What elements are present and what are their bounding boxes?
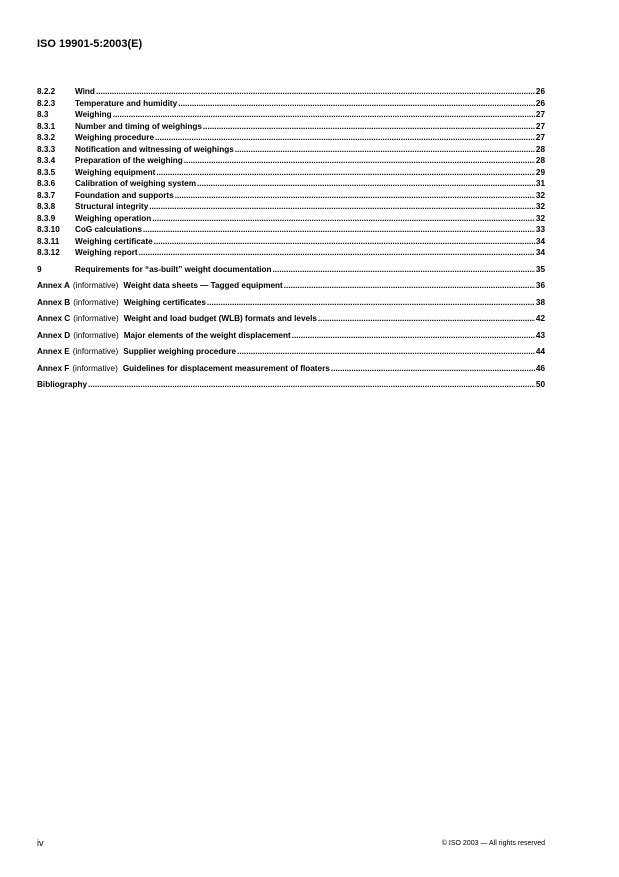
toc-title: Weighing operation	[75, 213, 152, 223]
toc-title: Weighing	[75, 110, 112, 119]
toc-number: 8.3.6	[37, 179, 56, 188]
toc-page: 32	[535, 190, 545, 200]
toc-title: Bibliography	[37, 380, 88, 389]
toc-number: 8.2.2	[37, 87, 56, 96]
toc-number: 8.3.2	[37, 133, 56, 142]
toc-page: 33	[535, 225, 545, 234]
toc-number: 8.3.1	[37, 121, 56, 131]
toc-title: Major elements of the weight displacement	[123, 330, 291, 340]
toc-page: 36	[535, 281, 545, 290]
dot-leader	[156, 167, 535, 179]
dot-leader	[175, 190, 535, 202]
toc-title: Structural integrity	[75, 202, 149, 211]
annex-label: Annex D	[37, 330, 71, 340]
toc-page: 28	[535, 144, 545, 154]
toc-page: 44	[535, 347, 545, 356]
toc-title: Weight data sheets — Tagged equipment	[123, 281, 283, 290]
toc-entry-8-2-3[interactable]	[37, 98, 545, 110]
toc-entry-annex-e[interactable]	[37, 346, 545, 358]
toc-page: 27	[535, 121, 545, 131]
annex-label: Annex F	[37, 363, 70, 373]
toc-number: 8.3.8	[37, 202, 56, 211]
toc-title: Temperature and humidity	[75, 98, 178, 108]
dot-leader	[318, 313, 535, 325]
toc-title: Weighing report	[75, 248, 138, 257]
dot-leader	[149, 201, 535, 213]
toc-page: 29	[535, 167, 545, 177]
toc-entry-annex-a[interactable]	[37, 280, 545, 292]
annex-label: Annex E	[37, 347, 70, 356]
toc-number: 9	[37, 264, 42, 274]
toc-title: Foundation and supports	[75, 190, 174, 200]
toc-title: Notification and witnessing of weighings	[75, 144, 234, 154]
dot-leader	[203, 121, 535, 133]
toc-title: Wind	[75, 87, 95, 96]
toc-page: 32	[535, 202, 545, 211]
toc-number: 8.3.3	[37, 144, 56, 154]
annex-type: (informative)	[73, 330, 119, 340]
toc-entry-annex-b[interactable]	[37, 297, 545, 309]
dot-leader	[113, 109, 535, 121]
toc-number: 8.3.10	[37, 225, 60, 234]
toc-number: 8.3.9	[37, 213, 56, 223]
toc-entry-8-3[interactable]	[37, 109, 545, 121]
toc-title: Weighing certificate	[75, 236, 153, 246]
toc-page: 28	[535, 156, 545, 165]
dot-leader	[197, 178, 535, 190]
dot-leader	[284, 280, 535, 292]
toc-number: 8.3	[37, 110, 49, 119]
toc-entry-8-2-2[interactable]	[37, 86, 545, 98]
toc-title: Weight and load budget (WLB) formats and levels	[123, 314, 317, 323]
annex-label: Annex B	[37, 297, 71, 307]
toc-entry-8-3-9[interactable]	[37, 213, 545, 225]
toc-page: 34	[535, 248, 545, 257]
toc-page: 35	[535, 264, 545, 274]
toc-page: 43	[535, 330, 545, 340]
dot-leader	[178, 98, 535, 110]
annex-label: Annex A	[37, 281, 70, 290]
toc-page: 26	[535, 87, 545, 96]
toc-entry-8-3-10[interactable]	[37, 224, 545, 236]
toc-title: Weighing procedure	[75, 133, 155, 142]
dot-leader	[143, 224, 535, 236]
page-number: iv	[37, 838, 44, 848]
toc-title: Calibration of weighing system	[75, 179, 197, 188]
toc-title: Guidelines for displacement measurement of floaters	[122, 363, 330, 373]
annex-type: (informative)	[72, 347, 119, 356]
dot-leader	[139, 247, 535, 259]
toc-page: 27	[535, 133, 545, 142]
table-of-contents	[37, 86, 545, 391]
toc-number: 8.3.4	[37, 156, 56, 165]
toc-page: 27	[535, 110, 545, 119]
toc-entry-bibliography[interactable]	[37, 379, 545, 391]
annex-type: (informative)	[72, 281, 119, 290]
toc-entry-annex-f[interactable]	[37, 363, 545, 375]
toc-number: 8.3.12	[37, 248, 60, 257]
toc-entry-8-3-1[interactable]	[37, 121, 545, 133]
toc-title: Requirements for “as-built” weight documentation	[75, 264, 272, 274]
copyright-notice: © ISO 2003 — All rights reserved	[441, 840, 545, 847]
toc-page: 34	[535, 236, 545, 246]
dot-leader	[152, 213, 535, 225]
toc-number: 8.2.3	[37, 98, 56, 108]
toc-page: 32	[535, 213, 545, 223]
toc-entry-8-3-2[interactable]	[37, 132, 545, 144]
toc-entry-clause-9[interactable]	[37, 264, 545, 276]
toc-title: Weighing equipment	[75, 167, 156, 177]
annex-type: (informative)	[73, 297, 119, 307]
toc-title: Preparation of the weighing	[75, 156, 183, 165]
toc-title: CoG calculations	[75, 225, 142, 234]
toc-entry-8-3-5[interactable]	[37, 167, 545, 179]
dot-leader	[292, 330, 535, 342]
toc-title: Number and timing of weighings	[75, 121, 202, 131]
annex-type: (informative)	[73, 314, 119, 323]
toc-number: 8.3.7	[37, 190, 56, 200]
annex-type: (informative)	[72, 363, 118, 373]
dot-leader	[155, 132, 535, 144]
dot-leader	[207, 297, 535, 309]
toc-page: 42	[535, 314, 545, 323]
dot-leader	[273, 264, 535, 276]
dot-leader	[88, 379, 535, 391]
toc-number: 8.3.5	[37, 167, 56, 177]
toc-page: 46	[535, 363, 545, 373]
toc-entry-annex-c[interactable]	[37, 313, 545, 325]
dot-leader	[154, 236, 535, 248]
toc-number: 8.3.11	[37, 236, 60, 246]
toc-entry-8-3-4[interactable]	[37, 155, 545, 167]
toc-page: 26	[535, 98, 545, 108]
dot-leader	[184, 155, 535, 167]
toc-page: 50	[535, 380, 545, 389]
annex-label: Annex C	[37, 314, 71, 323]
toc-entry-8-3-11[interactable]	[37, 236, 545, 248]
toc-entry-8-3-6[interactable]	[37, 178, 545, 190]
toc-entry-8-3-7[interactable]	[37, 190, 545, 202]
toc-page: 38	[535, 297, 545, 307]
dot-leader	[235, 144, 535, 156]
dot-leader	[96, 86, 535, 98]
toc-title: Weighing certificates	[123, 297, 206, 307]
toc-entry-8-3-8[interactable]	[37, 201, 545, 213]
document-header: ISO 19901-5:2003(E)	[37, 38, 143, 50]
toc-entry-8-3-3[interactable]	[37, 144, 545, 156]
toc-entry-annex-d[interactable]	[37, 330, 545, 342]
toc-entry-8-3-12[interactable]	[37, 247, 545, 259]
toc-page: 31	[535, 179, 545, 188]
dot-leader	[237, 346, 535, 358]
dot-leader	[331, 363, 535, 375]
toc-title: Supplier weighing procedure	[123, 347, 237, 356]
